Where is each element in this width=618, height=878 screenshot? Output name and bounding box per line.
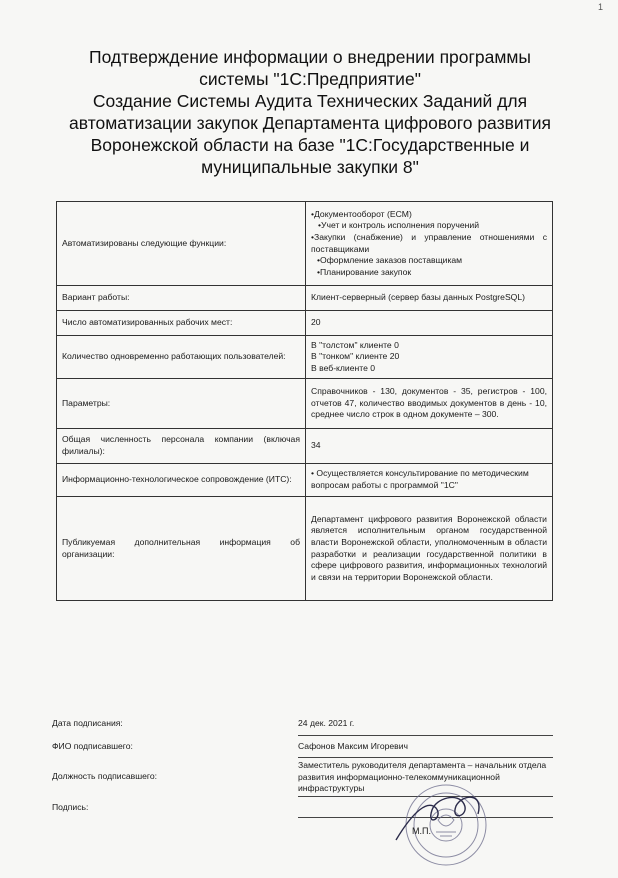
divider [298, 735, 553, 736]
value-line: В веб-клиенте 0 [311, 362, 376, 373]
name-label: ФИО подписавшего: [52, 741, 133, 751]
table-row [57, 429, 553, 464]
position-value: Заместитель руководителя департамента – начальник отдела развития информационно-телекоммуникационной инфраструктуры [298, 760, 547, 793]
date-value: 24 дек. 2021 г. [298, 718, 355, 728]
table-row [57, 336, 553, 379]
list-item: •Планирование закупок [317, 266, 412, 277]
table-row [57, 379, 553, 429]
row-label: Число автоматизированных рабочих мест: [57, 311, 306, 336]
list-item: •Оформление заказов поставщикам [317, 255, 463, 266]
title-line: системы "1С:Предприятие" [199, 69, 421, 89]
row-value: 20 [306, 311, 553, 336]
value-line: В "тонком" клиенте 20 [311, 351, 400, 362]
handwritten-signature [396, 797, 479, 840]
row-value: • Осуществляется консультирование по методическим вопросам работы с программой "1С" [306, 464, 553, 497]
info-table [56, 201, 553, 601]
official-seal [406, 785, 486, 865]
row-value: Департамент цифрового развития Воронежской области является исполнительным органом государственной власти Воронежской области, уполномоченным в области разработки и реализации государственной политики в сфере цифрового развития, информационных технологий и связи на территории Воронежской области. [306, 497, 553, 601]
table-row [57, 464, 553, 497]
stamp-and-signature-image [366, 770, 496, 870]
list-item: •Документооборот (ECM) [311, 208, 412, 219]
date-label: Дата подписания: [52, 718, 123, 728]
row-value [306, 336, 553, 379]
title-line: Подтверждение информации о внедрении программы [89, 47, 531, 67]
page-number: 1 [598, 2, 604, 12]
row-label: Публикуемая дополнительная информация об организации: [57, 497, 306, 601]
stamp-label: М.П. [412, 826, 431, 836]
functions-list [306, 202, 553, 286]
table-row [57, 286, 553, 311]
list-item: •Закупки (снабжение) и управление отношениями с поставщиками [311, 231, 547, 254]
row-label: Автоматизированы следующие функции: [57, 202, 306, 286]
row-value: Справочников - 130, документов - 35, регистров - 100, отчетов 47, количество вводимых документов в день - 10, среднее число строк в одном документе – 300. [306, 379, 553, 429]
position-label: Должность подписавшего: [52, 771, 158, 781]
row-label: Информационно-технологическое сопровождение (ИТС): [57, 464, 306, 497]
row-label: Общая численность персонала компании (включая филиалы): [57, 429, 306, 464]
row-label: Количество одновременно работающих пользователей: [57, 336, 306, 379]
list-item: •Учет и контроль исполнения поручений [318, 220, 480, 231]
title-line: муниципальные закупки 8" [201, 157, 419, 177]
title-line: Создание Системы Аудита Технических Заданий для [92, 91, 528, 111]
table-row [57, 202, 553, 286]
row-label: Параметры: [57, 379, 306, 429]
row-value: Клиент-серверный (сервер базы данных PostgreSQL) [306, 286, 553, 311]
title-line: автоматизации закупок Департамента цифрового развития [69, 113, 551, 133]
value-line: В "толстом" клиенте 0 [311, 339, 399, 350]
name-value: Сафонов Максим Игоревич [298, 741, 408, 751]
divider [298, 757, 553, 758]
row-value: 34 [306, 429, 553, 464]
table-row [57, 497, 553, 601]
signature-label: Подпись: [52, 802, 89, 812]
document-title [40, 46, 580, 178]
row-label: Вариант работы: [57, 286, 306, 311]
title-line: Воронежской области на базе "1С:Государственные и [90, 135, 530, 155]
table-row [57, 311, 553, 336]
